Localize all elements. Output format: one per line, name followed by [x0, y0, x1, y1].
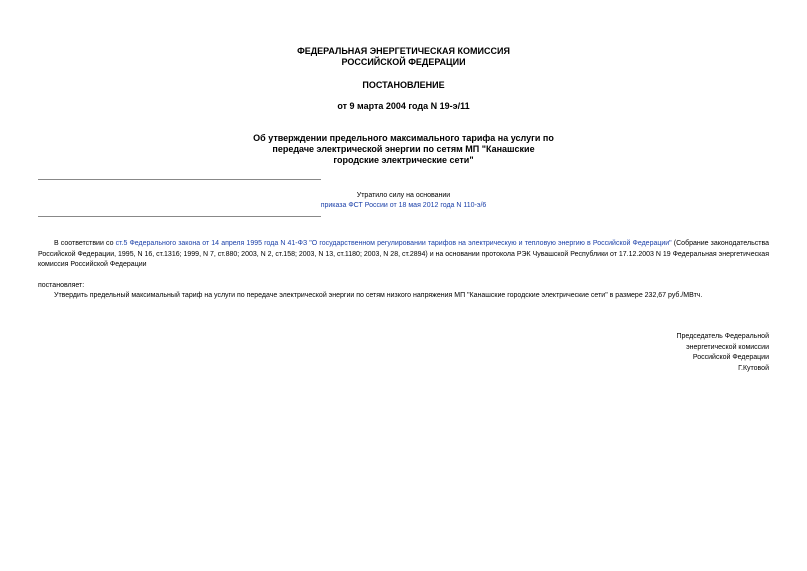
document-title-line1: Об утверждении предельного максимального тарифа на услуги по [253, 133, 554, 143]
signature-name: Г.Кутовой [738, 364, 769, 372]
preamble-paragraph [38, 239, 769, 271]
status-note-link-wrap [0, 201, 807, 211]
signature-line3: Российской Федерации [692, 354, 769, 361]
decision-paragraph: Утвердить предельный максимальный тариф на услуги по передаче электрической энергии по сетям низкого напряжения МП "Канашские городские электрические сети" в размере 232,67 руб./МВтч. [54, 292, 703, 299]
federal-law-link[interactable]: ст.5 Федерального закона от 14 апреля 1995 года N 41-ФЗ "О государственном регулировании тарифов на электрическую и тепловую энергию в Российской Федерации" [115, 240, 672, 247]
signature-block [676, 332, 769, 374]
divider-bottom [38, 216, 321, 217]
agency-name-line2: РОССИЙСКОЙ ФЕДЕРАЦИИ [341, 57, 466, 67]
preamble-suffix: (Собрание законодательства Российской Федерации, 1995, N 16, ст.1316; 1999, N 7, ст.880; 2003, N 2, ст.158; 2003, N 13, ст.1180; 2003, N 28, ст.2894) и на основании протокола РЭК Чувашской Республики от 17.12.2003 N 19 Федеральная энергетическая комиссия Российской Федерации [38, 240, 769, 268]
document-title-line3: городские электрические сети" [333, 155, 474, 165]
status-note-text: Утратило силу на основании [356, 192, 451, 199]
repeal-order-link[interactable]: приказа ФСТ России от 18 мая 2012 года N 110-э/6 [320, 202, 487, 209]
document-type: ПОСТАНОВЛЕНИЕ [362, 80, 445, 90]
resolves-label: постановляет: [38, 282, 85, 289]
document-title-line2: передаче электрической энергии по сетям МП "Канашские [272, 144, 535, 154]
preamble-prefix: В соответствии со [54, 240, 116, 247]
document-date-number: от 9 марта 2004 года N 19-э/11 [337, 101, 470, 111]
signature-line1: Председатель Федеральной [676, 333, 769, 340]
divider-top [38, 179, 321, 180]
signature-line2: энергетической комиссии [686, 343, 769, 351]
agency-name-line1: ФЕДЕРАЛЬНАЯ ЭНЕРГЕТИЧЕСКАЯ КОМИССИЯ [297, 46, 510, 56]
